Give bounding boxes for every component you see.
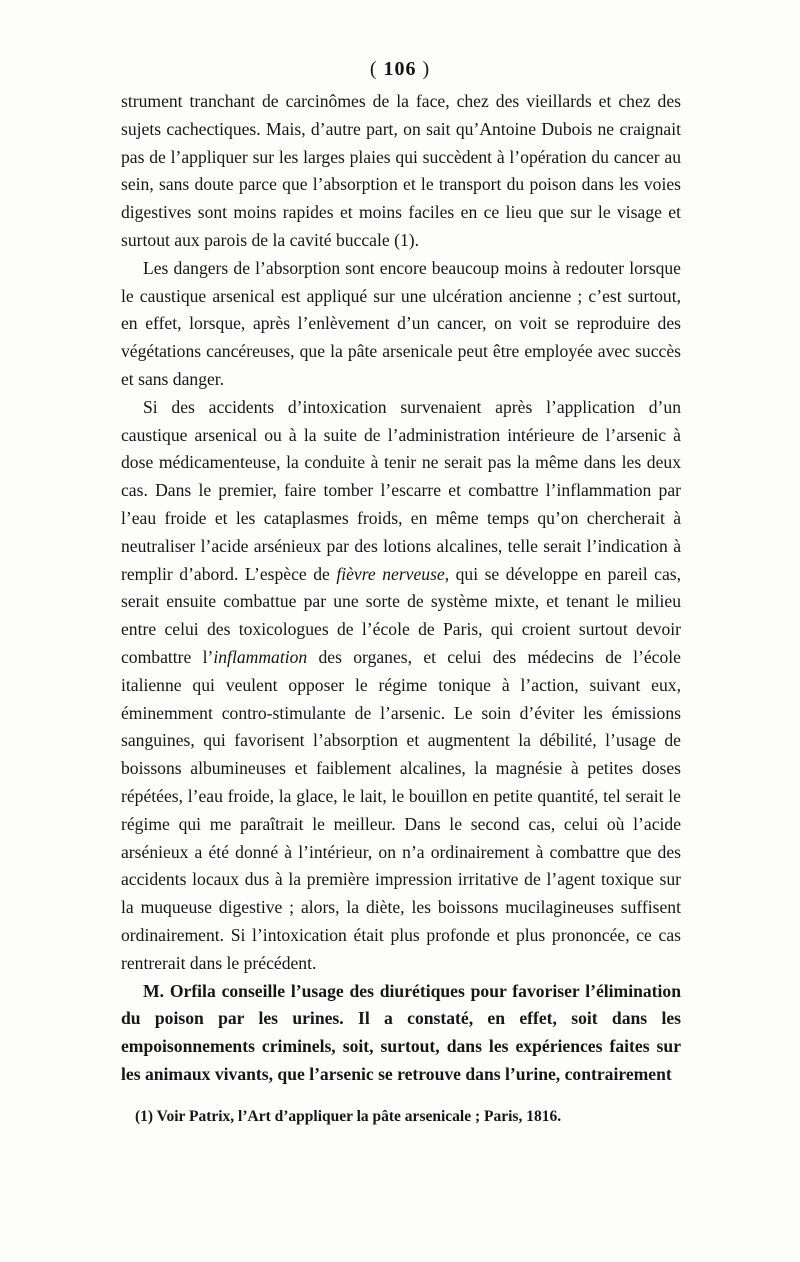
text-run: , qui se développe en pareil cas, serait ensuite combattue par une sorte de système mixte, et tenant le milieu entre celui des toxicologues de l’école de Paris, qui croient surtout devoir combattre l’ — [121, 563, 681, 667]
text-run: strument tranchant de carcinômes de la face, chez des vieillards et chez des sujets cachectiques. Mais, d’autre part, on sait qu’Antoine Dubois ne craignait pas de l’appliquer sur les larges plaies qui succèdent à l’opération du cancer au sein, sans doute parce que l’absorption et le transport du poison dans les voies digestives sont moins rapides et moins faciles en ce lieu que sur le visage et surtout aux parois de la cavité buccale (1). — [121, 91, 681, 250]
paragraph-4 — [121, 978, 681, 1089]
body-text — [121, 88, 681, 1089]
page-number-value: 106 — [383, 58, 417, 80]
paragraph-1 — [121, 88, 681, 255]
page-number-open: ( — [369, 58, 384, 80]
text-run: Les dangers de l’absorption sont encore beaucoup moins à redouter lorsque le caustique arsenical est appliqué sur une ulcération ancienne ; c’est surtout, en effet, lorsque, après l’enlèvement d’un cancer, on voit se reproduire des végétations cancéreuses, que la pâte arsenicale peut être employée avec succès et sans danger. — [121, 257, 681, 389]
paragraph-2 — [121, 255, 681, 394]
italic-run: inflammation — [213, 646, 308, 667]
page-number-close: ) — [416, 58, 431, 80]
italic-run: fièvre nerveuse — [336, 563, 445, 584]
text-run: des organes, et celui des médecins de l’école italienne qui veulent opposer le régime tonique à l’action, suivant eux, éminemment contro-stimulante de l’arsenic. Le soin d’éviter les émissions sanguines, qui favorisent l’absorption et augmentent la débilité, l’usage de boissons albumineuses et faiblement alcalines, la magnésie à petites doses répétées, l’eau froide, la glace, le lait, le bouillon en petite quantité, tel serait le régime qui me paraîtrait le meilleur. Dans le second cas, celui où l’acide arsénieux a été donné à l’intérieur, on n’a ordinairement à combattre que des accidents locaux dus à la première impression irritative de l’agent toxique sur la muqueuse digestive ; alors, la diète, les boissons mucilagineuses suffisent ordinairement. Si l’intoxication était plus profonde et plus prononcée, ce cas rentrerait dans le précédent. — [121, 646, 681, 973]
text-run: M. Orfila conseille l’usage des diurétiques pour favoriser l’élimination du poison par les urines. Il a constaté, en effet, soit dans les empoisonnements criminels, soit, surtout, dans les expériences faites sur les animaux vivants, que l’arsenic se retrouve dans l’urine, contrairement — [121, 980, 681, 1084]
paragraph-3 — [121, 394, 681, 978]
page-number — [0, 58, 800, 81]
text-run: Si des accidents d’intoxication survenaient après l’application d’un caustique arsenical ou à la suite de l’administration intérieure de l’arsenic à dose médicamenteuse, la conduite à tenir ne serait pas la même dans les deux cas. Dans le premier, faire tomber l’escarre et combattre l’inflammation par l’eau froide et les cataplasmes froids, en même temps qu’on chercherait à neutraliser l’acide arsénieux par des lotions alcalines, telle serait l’indication à remplir d’abord. L’espèce de — [121, 396, 681, 584]
footnote: (1) Voir Patrix, l’Art d’appliquer la pâte arsenicale ; Paris, 1816. — [135, 1108, 562, 1125]
